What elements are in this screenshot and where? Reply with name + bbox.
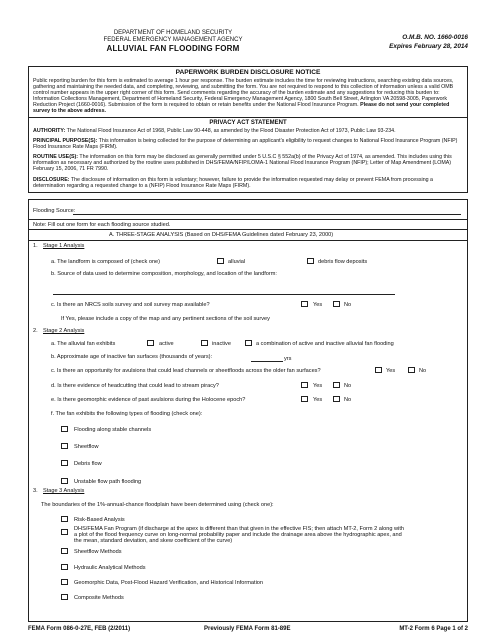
- headcutting-no-checkbox[interactable]: [333, 382, 340, 389]
- section-divider: [29, 240, 467, 241]
- disclosure-paragraph: DISCLOSURE: The disclosure of information on this form is voluntary; however, failure to provide the information requested may delay or prevent FEMA from processing a determination regarding a requested change to a (NFIP) Flood Insurance Rate Maps (FIRM).: [33, 176, 434, 189]
- burden-notice: [28, 66, 468, 118]
- avulsion-no-checkbox[interactable]: [408, 367, 415, 374]
- agency-block: [68, 30, 278, 54]
- avulsion-yes-checkbox[interactable]: [375, 367, 382, 374]
- flooding-source-field[interactable]: [73, 214, 461, 215]
- holocene-no-label: No: [344, 396, 352, 403]
- q1c-label: c. Is there an NRCS soils survey and soil survey map available?: [51, 301, 210, 308]
- combination-checkbox[interactable]: [245, 340, 252, 347]
- three-stage-analysis: [28, 230, 468, 622]
- purpose-paragraph: PRINCIPAL PURPOSE(S): This information is being collected for the purpose of determining an applicant's eligibility to request changes to National Flood Insurance Program (NFIP) Flood Insurance Rate Maps (FIRM).: [33, 137, 458, 150]
- sheetflow-checkbox[interactable]: [61, 443, 68, 450]
- q2c-label: c. Is there an opportunity for avulsions that could lead channels or sheetfloods across the older fan surfaces?: [51, 367, 321, 374]
- flooding-source-label: Flooding Source:: [33, 208, 76, 215]
- q2f-label: f. The fan exhibits the following types of flooding (check one):: [51, 410, 203, 417]
- previous-form: Previously FEMA Form 81-89E: [204, 626, 291, 632]
- flooding-source-row: [28, 199, 468, 219]
- q1a-label: a. The landform is composed of (check one): [51, 258, 161, 265]
- sheetflow-methods-label: Sheetflow Methods: [74, 548, 122, 555]
- avulsion-yes-label: Yes: [386, 367, 396, 374]
- q2a-label: a. The alluvial fan exhibits: [51, 340, 116, 347]
- debris-flow-deposits-label: debris flow deposits: [318, 258, 368, 265]
- form-title: ALLUVIAL FAN FLOODING FORM: [106, 44, 240, 54]
- stage1-number: 1.: [33, 242, 38, 249]
- stage3-number: 3.: [33, 487, 38, 494]
- avulsion-no-label: No: [419, 367, 427, 374]
- unstable-flow-path-checkbox[interactable]: [61, 478, 68, 485]
- note-text: Note: Fill out one form for each flooding source studied.: [33, 221, 171, 228]
- page-number: MT-2 Form 6 Page 1 of 2: [399, 626, 468, 632]
- burden-warning: Please do not send your completed survey to the above address.: [33, 102, 450, 115]
- soil-survey-no-label: No: [344, 301, 352, 308]
- department-name: DEPARTMENT OF HOMELAND SECURITY: [113, 30, 233, 36]
- composite-methods-checkbox[interactable]: [61, 594, 68, 601]
- burden-text: Public reporting burden for this form is estimated to average 1 hour per response. The burden estimate includes the time for reviewing instructions, searching existing data sources, gathering and maintaining the needed data, and completing, reviewing, and submitting the form. You are not required to respond to this collection of information unless a valid OMB control number appears in the upper right corner of this form. Send comments regarding the accuracy of the burden estimate and any suggestions for reducing this burden to: Information Collections Management, Department of Homeland Security, Federal Emergency Management Agency, 1800 South Bell Street, Arlington VA 20598-3005, Paperwork Reduction Project (1660-0016). Submission of the form is required to obtain or retain benefits under the National Flood Insurance Program. Please do not send your completed survey to the above address.: [33, 77, 454, 115]
- flood-type-label: Debris flow: [74, 460, 102, 467]
- privacy-heading: PRIVACY ACT STATEMENT: [209, 119, 287, 126]
- fan-program-line-1: DHS/FEMA Fan Program (if discharge at the apex is different than that given in the effective FIS; then attach MT-2, Form 2 along with: [74, 525, 404, 532]
- omb-number: O.M.B. NO. 1660-0016: [402, 34, 468, 41]
- stage1-heading: Stage 1 Analysis: [43, 242, 85, 249]
- section-a-heading: A. THREE-STAGE ANALYSIS (Based on DHS/FEMA Guidelines dated February 23, 2000): [109, 231, 334, 238]
- fan-program-line-3: the mean, standard deviation, and skew coefficient of the curve): [74, 537, 233, 544]
- headcutting-yes-label: Yes: [313, 382, 323, 389]
- flood-type-label: Flooding along stable channels: [74, 426, 152, 433]
- risk-based-label: Risk-Based Analysis: [74, 516, 125, 523]
- boundaries-label: The boundaries of the 1%-annual-chance floodplain have been determined using (check one):: [41, 501, 274, 508]
- active-label: active: [159, 340, 174, 347]
- expiration-date: Expires February 28, 2014: [389, 42, 468, 50]
- combination-label: a combination of active and inactive alluvial fan flooding: [256, 340, 394, 347]
- stage2-heading: Stage 2 Analysis: [43, 327, 85, 334]
- q2d-label: d. Is there evidence of headcutting that could lead to stream piracy?: [51, 382, 219, 389]
- authority-paragraph: AUTHORITY: The National Flood Insurance Act of 1968, Public Law 90-448, as amended by the Flood Disaster Protection Act of 1973, Public Law 93-234.: [33, 127, 396, 134]
- flood-type-label: Unstable flow path flooding: [74, 478, 142, 485]
- q2b-label: b. Approximate age of inactive fan surfaces (thousands of years):: [51, 353, 213, 360]
- stage2-number: 2.: [33, 327, 38, 334]
- hydraulic-methods-checkbox[interactable]: [61, 564, 68, 571]
- form-header: [28, 30, 468, 60]
- fan-age-field[interactable]: [251, 361, 283, 362]
- flood-type-label: Sheetflow: [74, 443, 99, 450]
- composite-methods-label: Composite Methods: [74, 594, 124, 601]
- years-unit: yrs: [284, 355, 292, 362]
- form-page: [28, 30, 468, 622]
- alluvial-label: alluvial: [228, 258, 246, 265]
- hydraulic-methods-label: Hydraulic Analytical Methods: [74, 564, 146, 571]
- holocene-yes-label: Yes: [313, 396, 323, 403]
- geomorphic-label: Geomorphic Data, Post-Flood Hazard Verification, and Historical Information: [74, 579, 264, 586]
- note-row: [28, 219, 468, 230]
- inactive-label: inactive: [212, 340, 231, 347]
- burden-heading: PAPERWORK BURDEN DISCLOSURE NOTICE: [175, 69, 321, 76]
- headcutting-no-label: No: [344, 382, 352, 389]
- q1b-label: b. Source of data used to determine composition, morphology, and location of the landform:: [51, 270, 277, 277]
- fan-program-line-2: a plot of the flood frequency curve on long-normal probability paper and include the drainage area above the hydrographic apex, and: [74, 531, 402, 538]
- soil-survey-no-checkbox[interactable]: [333, 301, 340, 308]
- holocene-no-checkbox[interactable]: [333, 396, 340, 403]
- form-number: FEMA Form 086-0-27E, FEB (2/2011): [28, 626, 131, 632]
- agency-name: FEDERAL EMERGENCY MANAGEMENT AGENCY: [103, 37, 243, 44]
- stable-channels-checkbox[interactable]: [61, 426, 68, 433]
- soil-survey-yes-label: Yes: [313, 301, 323, 308]
- debris-flow-checkbox[interactable]: [61, 460, 68, 467]
- fan-program-checkbox[interactable]: [61, 529, 68, 536]
- omb-block: [389, 34, 468, 51]
- holocene-yes-checkbox[interactable]: [301, 396, 308, 403]
- privacy-statement: [28, 118, 468, 193]
- soil-survey-yes-checkbox[interactable]: [301, 301, 308, 308]
- geomorphic-checkbox[interactable]: [61, 579, 68, 586]
- q2e-label: e. Is there geomorphic evidence of past avulsions during the Holocene epoch?: [51, 396, 246, 403]
- sheetflow-methods-checkbox[interactable]: [61, 548, 68, 555]
- stage3-heading: Stage 3 Analysis: [43, 487, 85, 494]
- routine-use-paragraph: ROUTINE USE(S): The information on this form may be disclosed as generally permitted under 5 U.S.C § 552a(b) of the Privacy Act of 1974, as amended. This includes using this information as necessary and authorized by the routine uses published in DHS/FEMA/NFIP/LOMA-1 National Flood Insurance Program (NFIP); Letter of Map Amendment (LOMA) February 15, 2006, 71 FR 7990.: [33, 154, 452, 173]
- debris-flow-deposits-checkbox[interactable]: [307, 258, 314, 265]
- data-source-field[interactable]: [53, 294, 395, 295]
- risk-based-checkbox[interactable]: [61, 516, 68, 523]
- inactive-checkbox[interactable]: [201, 340, 208, 347]
- headcutting-yes-checkbox[interactable]: [301, 382, 308, 389]
- alluvial-checkbox[interactable]: [217, 258, 224, 265]
- q1c-note: If Yes, please include a copy of the map and any pertinent sections of the soil survey: [61, 315, 270, 322]
- active-checkbox[interactable]: [147, 340, 154, 347]
